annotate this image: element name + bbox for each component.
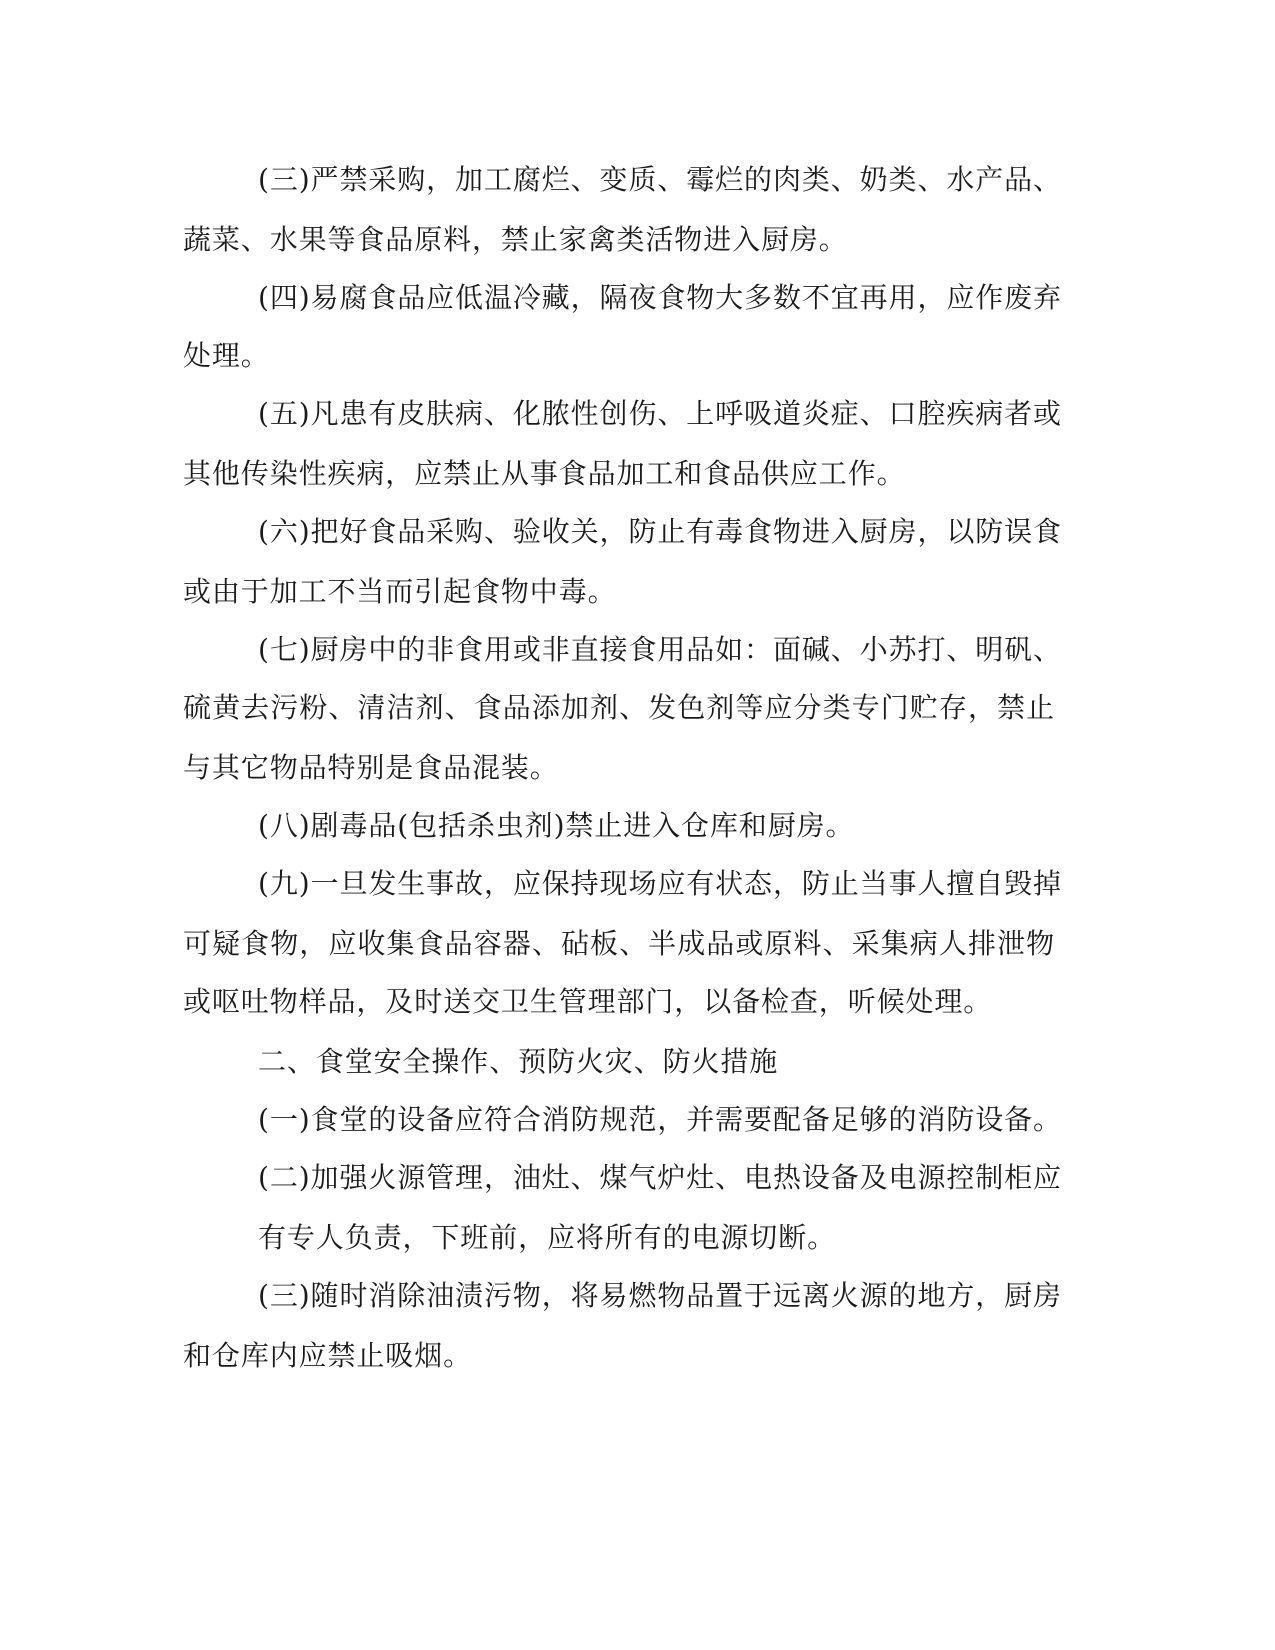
paragraph-line: (三)严禁采购，加工腐烂、变质、霉烂的肉类、奶类、水产品、	[258, 163, 1062, 196]
section-heading: 二、食堂安全操作、预防火灾、防火措施	[258, 1045, 779, 1078]
paragraph-line: 或呕吐物样品，及时送交卫生管理部门，以备检查，听候处理。	[183, 985, 993, 1018]
paragraph-line: (八)剧毒品(包括杀虫剂)禁止进入仓库和厨房。	[258, 809, 855, 842]
paragraph-line: (三)随时消除油渍污物，将易燃物品置于远离火源的地方，厨房	[258, 1279, 1062, 1312]
paragraph-line: 其他传染性疾病，应禁止从事食品加工和食品供应工作。	[183, 457, 906, 490]
paragraph-line: 蔬菜、水果等食品原料，禁止家禽类活物进入厨房。	[183, 223, 848, 256]
paragraph-line: (一)食堂的设备应符合消防规范，并需要配备足够的消防设备。	[258, 1103, 1062, 1136]
paragraph-line: 处理。	[183, 339, 270, 372]
paragraph-line: 或由于加工不当而引起食物中毒。	[183, 575, 617, 608]
paragraph-line: (四)易腐食品应低温冷藏，隔夜食物大多数不宜再用，应作废弃	[258, 281, 1062, 314]
paragraph-line: 和仓库内应禁止吸烟。	[183, 1339, 473, 1372]
paragraph-line: (九)一旦发生事故，应保持现场应有状态，防止当事人擅自毁掉	[258, 867, 1062, 900]
paragraph-line: 硫黄去污粉、清洁剂、食品添加剂、发色剂等应分类专门贮存，禁止	[183, 691, 1055, 724]
paragraph-line: 与其它物品特别是食品混装。	[183, 751, 559, 784]
paragraph-line: 可疑食物，应收集食品容器、砧板、半成品或原料、采集病人排泄物	[183, 927, 1055, 960]
paragraph-line: (六)把好食品采购、验收关，防止有毒食物进入厨房，以防误食	[258, 515, 1062, 548]
paragraph-line: 有专人负责，下班前，应将所有的电源切断。	[258, 1221, 837, 1254]
paragraph-line: (五)凡患有皮肤病、化脓性创伤、上呼吸道炎症、口腔疾病者或	[258, 397, 1062, 430]
paragraph-line: (二)加强火源管理，油灶、煤气炉灶、电热设备及电源控制柜应	[258, 1161, 1062, 1194]
paragraph-line: (七)厨房中的非食用或非直接食用品如：面碱、小苏打、明矾、	[258, 633, 1062, 666]
